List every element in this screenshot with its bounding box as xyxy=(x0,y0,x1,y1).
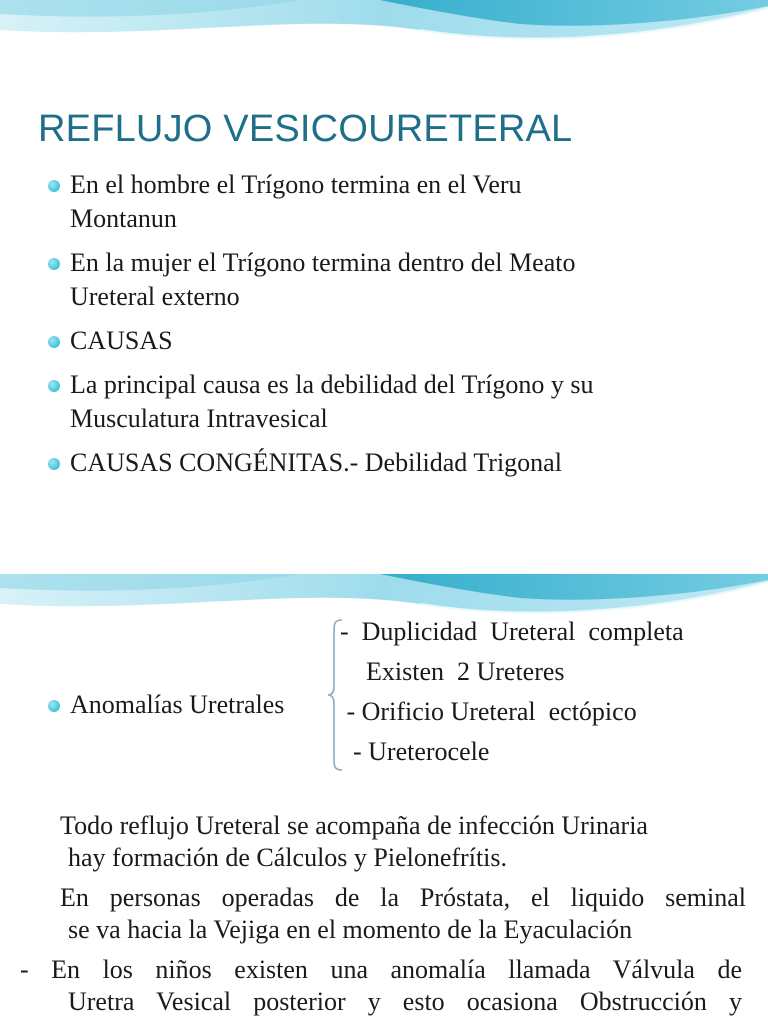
bullet-item xyxy=(48,168,748,236)
bullet-dot-icon xyxy=(48,380,60,392)
slide-2 xyxy=(0,574,768,1024)
anomalias-bullet xyxy=(48,688,284,722)
slide-title: REFLUJO VESICOURETERAL xyxy=(38,108,573,150)
bullet-dot-icon xyxy=(48,336,60,348)
anomalias-options xyxy=(340,612,684,772)
bullet-dot-icon xyxy=(48,258,60,270)
paragraph-line: Uretra Vesical posterior y esto ocasiona Obstrucción y xyxy=(68,987,742,1016)
option-line: - Duplicidad Ureteral completa xyxy=(340,617,684,646)
option-line: - Ureterocele xyxy=(340,737,490,766)
option-line: Existen 2 Ureteres xyxy=(340,657,565,686)
paragraph xyxy=(46,810,746,874)
bullet-text: Musculatura Intravesical xyxy=(70,404,328,433)
bullet-item xyxy=(48,446,748,480)
option-line: - Orificio Ureteral ectópico xyxy=(340,697,637,726)
bullet-text: CAUSAS CONGÉNITAS.- Debilidad Trigonal xyxy=(70,448,562,477)
paragraph-line: - En los niños existen una anomalía llamada Válvula de xyxy=(20,955,742,984)
bullet-dot-icon xyxy=(48,458,60,470)
bullet-dot-icon xyxy=(48,700,60,712)
bullet-list xyxy=(48,168,748,490)
bullet-item xyxy=(48,368,748,436)
bullet-text: En la mujer el Trígono termina dentro del Meato xyxy=(70,248,576,277)
paragraph xyxy=(46,882,746,946)
bullet-text: En el hombre el Trígono termina en el Veru xyxy=(70,170,522,199)
paragraph-line: Todo reflujo Ureteral se acompaña de infección Urinaria xyxy=(60,811,648,840)
paragraph xyxy=(20,954,742,1018)
bullet-item xyxy=(48,246,748,314)
anomalias-label: Anomalías Uretrales xyxy=(70,690,285,719)
paragraph-line: En personas operadas de la Próstata, el liquido seminal xyxy=(60,883,746,912)
bullet-text: CAUSAS xyxy=(70,326,173,355)
bullet-item xyxy=(48,324,748,358)
paragraph-line: se va hacia la Vejiga en el momento de la Eyaculación xyxy=(68,915,633,944)
bullet-text: Ureteral externo xyxy=(70,282,240,311)
decorative-wave-header xyxy=(0,0,768,70)
paragraph-line: hay formación de Cálculos y Pielonefrítis. xyxy=(68,843,508,872)
bullet-text: Montanun xyxy=(70,204,177,233)
bullet-dot-icon xyxy=(48,180,60,192)
bullet-text: La principal causa es la debilidad del Trígono y su xyxy=(70,370,594,399)
